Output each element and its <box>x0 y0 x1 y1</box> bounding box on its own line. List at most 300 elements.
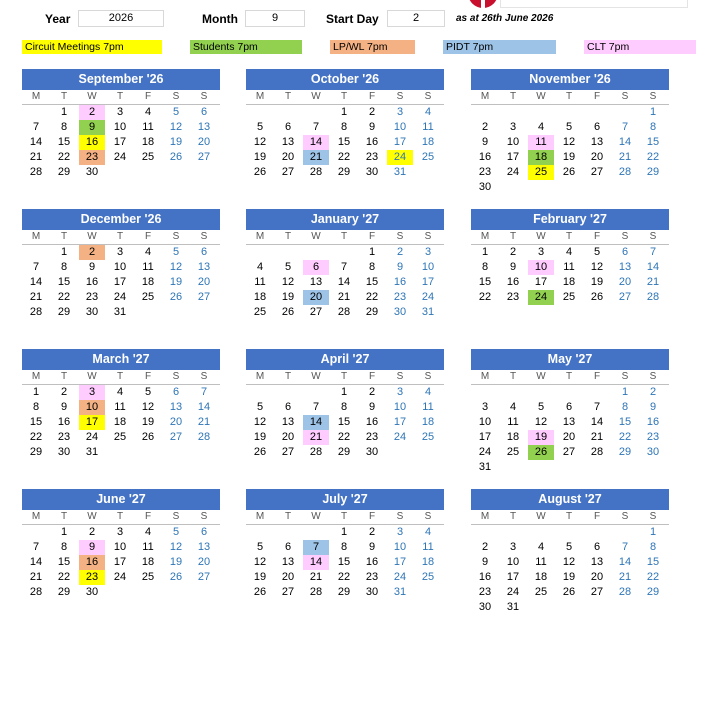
day-cell[interactable]: 14 <box>590 416 604 428</box>
day-cell[interactable]: 19 <box>253 571 267 583</box>
day-cell[interactable]: 1 <box>649 106 657 118</box>
day-cell[interactable]: 18 <box>253 291 267 303</box>
day-cell[interactable]: 9 <box>368 401 376 413</box>
day-cell[interactable]: 24 <box>421 291 435 303</box>
day-cell[interactable]: 7 <box>32 541 40 553</box>
day-cell[interactable]: 14 <box>646 261 660 273</box>
day-cell[interactable]: 15 <box>29 416 43 428</box>
day-cell[interactable]: 16 <box>365 556 379 568</box>
day-cell[interactable]: 30 <box>365 446 379 458</box>
day-cell[interactable]: 30 <box>478 601 492 613</box>
day-cell[interactable]: 8 <box>60 541 68 553</box>
day-cell[interactable]: 5 <box>172 246 180 258</box>
day-cell[interactable]: 7 <box>32 261 40 273</box>
day-cell[interactable]: 13 <box>309 276 323 288</box>
day-cell[interactable]: 28 <box>29 166 43 178</box>
day-cell[interactable]: 13 <box>197 121 211 133</box>
day-cell[interactable]: 29 <box>29 446 43 458</box>
day-cell[interactable]: 10 <box>113 261 127 273</box>
day-cell-highlighted[interactable]: 21 <box>303 430 329 445</box>
day-cell[interactable]: 26 <box>253 166 267 178</box>
day-cell-highlighted[interactable]: 6 <box>303 260 329 275</box>
day-cell[interactable]: 20 <box>590 571 604 583</box>
day-cell[interactable]: 15 <box>365 276 379 288</box>
day-cell[interactable]: 7 <box>340 261 348 273</box>
day-cell-highlighted[interactable]: 14 <box>303 415 329 430</box>
day-cell[interactable]: 4 <box>565 246 573 258</box>
day-cell-highlighted[interactable]: 17 <box>79 415 105 430</box>
day-cell[interactable]: 1 <box>340 106 348 118</box>
day-cell[interactable]: 25 <box>141 151 155 163</box>
day-cell[interactable]: 29 <box>337 446 351 458</box>
day-cell[interactable]: 15 <box>57 276 71 288</box>
day-cell[interactable]: 22 <box>29 431 43 443</box>
day-cell[interactable]: 11 <box>422 541 434 553</box>
day-cell[interactable]: 15 <box>478 276 492 288</box>
day-cell[interactable]: 31 <box>85 446 99 458</box>
day-cell[interactable]: 1 <box>340 526 348 538</box>
day-cell[interactable]: 28 <box>590 446 604 458</box>
day-cell[interactable]: 7 <box>649 246 657 258</box>
day-cell[interactable]: 1 <box>368 246 376 258</box>
day-cell[interactable]: 26 <box>281 306 295 318</box>
day-cell[interactable]: 18 <box>421 416 435 428</box>
day-cell[interactable]: 21 <box>29 571 43 583</box>
day-cell[interactable]: 17 <box>393 556 407 568</box>
day-cell[interactable]: 10 <box>478 416 492 428</box>
day-cell[interactable]: 22 <box>57 291 71 303</box>
day-cell[interactable]: 6 <box>284 541 292 553</box>
day-cell[interactable]: 21 <box>29 291 43 303</box>
day-cell-highlighted[interactable]: 16 <box>79 135 105 150</box>
day-cell[interactable]: 23 <box>365 571 379 583</box>
day-cell[interactable]: 20 <box>197 276 211 288</box>
day-cell[interactable]: 24 <box>113 151 127 163</box>
day-cell[interactable]: 25 <box>421 571 435 583</box>
day-cell[interactable]: 14 <box>29 136 43 148</box>
day-cell[interactable]: 21 <box>29 151 43 163</box>
day-cell[interactable]: 17 <box>506 151 520 163</box>
day-cell[interactable]: 31 <box>113 306 127 318</box>
day-cell[interactable]: 27 <box>197 151 211 163</box>
day-cell[interactable]: 16 <box>57 416 71 428</box>
day-cell[interactable]: 18 <box>421 136 435 148</box>
day-cell[interactable]: 28 <box>337 306 351 318</box>
day-cell[interactable]: 9 <box>88 261 96 273</box>
day-cell[interactable]: 8 <box>60 121 68 133</box>
day-cell[interactable]: 16 <box>478 571 492 583</box>
day-cell[interactable]: 9 <box>481 556 489 568</box>
day-cell[interactable]: 28 <box>309 586 323 598</box>
day-cell[interactable]: 18 <box>534 571 548 583</box>
day-cell[interactable]: 19 <box>281 291 295 303</box>
day-cell[interactable]: 4 <box>116 386 124 398</box>
day-cell[interactable]: 14 <box>197 401 211 413</box>
day-cell[interactable]: 16 <box>506 276 520 288</box>
day-cell[interactable]: 20 <box>197 556 211 568</box>
day-cell[interactable]: 20 <box>281 151 295 163</box>
day-cell[interactable]: 19 <box>590 276 604 288</box>
day-cell[interactable]: 19 <box>253 151 267 163</box>
day-cell[interactable]: 24 <box>113 571 127 583</box>
day-cell[interactable]: 25 <box>141 291 155 303</box>
day-cell[interactable]: 9 <box>60 401 68 413</box>
day-cell[interactable]: 6 <box>565 401 573 413</box>
day-cell-highlighted[interactable]: 14 <box>303 555 329 570</box>
day-cell[interactable]: 18 <box>113 416 127 428</box>
day-cell[interactable]: 29 <box>57 586 71 598</box>
day-cell[interactable]: 22 <box>337 151 351 163</box>
day-cell[interactable]: 6 <box>200 106 208 118</box>
day-cell[interactable]: 21 <box>590 431 604 443</box>
day-cell[interactable]: 4 <box>256 261 264 273</box>
day-cell[interactable]: 28 <box>618 166 632 178</box>
day-cell[interactable]: 6 <box>593 121 601 133</box>
day-cell[interactable]: 2 <box>649 386 657 398</box>
day-cell[interactable]: 12 <box>281 276 295 288</box>
day-cell[interactable]: 13 <box>590 136 604 148</box>
day-cell[interactable]: 26 <box>562 586 576 598</box>
day-cell[interactable]: 7 <box>312 121 320 133</box>
day-cell[interactable]: 16 <box>478 151 492 163</box>
month-field[interactable]: 9 <box>245 10 305 27</box>
day-cell[interactable]: 29 <box>337 586 351 598</box>
day-cell[interactable]: 3 <box>509 541 517 553</box>
day-cell[interactable]: 15 <box>337 556 351 568</box>
day-cell[interactable]: 8 <box>481 261 489 273</box>
day-cell[interactable]: 14 <box>337 276 351 288</box>
day-cell[interactable]: 8 <box>649 121 657 133</box>
day-cell-highlighted[interactable]: 7 <box>303 540 329 555</box>
day-cell[interactable]: 4 <box>424 106 432 118</box>
day-cell[interactable]: 15 <box>337 416 351 428</box>
day-cell[interactable]: 18 <box>141 136 155 148</box>
day-cell[interactable]: 25 <box>534 586 548 598</box>
day-cell[interactable]: 28 <box>646 291 660 303</box>
day-cell[interactable]: 31 <box>506 601 520 613</box>
day-cell-highlighted[interactable]: 23 <box>79 150 105 165</box>
day-cell[interactable]: 9 <box>649 401 657 413</box>
day-cell[interactable]: 4 <box>144 246 152 258</box>
day-cell[interactable]: 3 <box>396 106 404 118</box>
year-field[interactable]: 2026 <box>78 10 164 27</box>
day-cell[interactable]: 23 <box>57 431 71 443</box>
day-cell[interactable]: 18 <box>141 556 155 568</box>
day-cell[interactable]: 25 <box>253 306 267 318</box>
day-cell[interactable]: 9 <box>368 541 376 553</box>
day-cell[interactable]: 19 <box>562 571 576 583</box>
day-cell[interactable]: 15 <box>646 556 660 568</box>
day-cell[interactable]: 3 <box>116 106 124 118</box>
day-cell-highlighted[interactable]: 24 <box>528 290 554 305</box>
day-cell[interactable]: 2 <box>368 526 376 538</box>
day-cell[interactable]: 10 <box>506 136 520 148</box>
day-cell[interactable]: 1 <box>649 526 657 538</box>
day-cell[interactable]: 12 <box>562 556 576 568</box>
day-cell[interactable]: 6 <box>593 541 601 553</box>
day-cell[interactable]: 12 <box>169 261 183 273</box>
day-cell-highlighted[interactable]: 10 <box>79 400 105 415</box>
day-cell[interactable]: 18 <box>562 276 576 288</box>
day-cell[interactable]: 28 <box>309 446 323 458</box>
day-cell[interactable]: 28 <box>29 306 43 318</box>
day-cell[interactable]: 1 <box>60 246 68 258</box>
day-cell[interactable]: 30 <box>365 166 379 178</box>
day-cell[interactable]: 28 <box>197 431 211 443</box>
day-cell[interactable]: 11 <box>422 121 434 133</box>
day-cell[interactable]: 26 <box>590 291 604 303</box>
day-cell[interactable]: 26 <box>169 571 183 583</box>
day-cell[interactable]: 20 <box>281 571 295 583</box>
day-cell[interactable]: 8 <box>340 541 348 553</box>
day-cell[interactable]: 11 <box>422 401 434 413</box>
day-cell[interactable]: 27 <box>281 586 295 598</box>
day-cell[interactable]: 23 <box>646 431 660 443</box>
day-cell[interactable]: 16 <box>365 416 379 428</box>
day-cell[interactable]: 22 <box>646 151 660 163</box>
day-cell[interactable]: 3 <box>116 526 124 538</box>
day-cell[interactable]: 15 <box>618 416 632 428</box>
day-cell[interactable]: 29 <box>646 586 660 598</box>
day-cell[interactable]: 2 <box>368 106 376 118</box>
day-cell[interactable]: 17 <box>421 276 435 288</box>
day-cell[interactable]: 21 <box>618 571 632 583</box>
start-day-field[interactable]: 2 <box>387 10 445 27</box>
day-cell[interactable]: 5 <box>565 541 573 553</box>
day-cell[interactable]: 1 <box>340 386 348 398</box>
day-cell[interactable]: 17 <box>506 571 520 583</box>
day-cell[interactable]: 7 <box>312 401 320 413</box>
day-cell[interactable]: 19 <box>141 416 155 428</box>
day-cell[interactable]: 6 <box>284 401 292 413</box>
day-cell[interactable]: 17 <box>113 136 127 148</box>
day-cell[interactable]: 12 <box>141 401 155 413</box>
day-cell[interactable]: 10 <box>421 261 435 273</box>
day-cell[interactable]: 31 <box>421 306 435 318</box>
day-cell[interactable]: 10 <box>393 121 407 133</box>
day-cell[interactable]: 6 <box>172 386 180 398</box>
day-cell[interactable]: 14 <box>618 136 632 148</box>
day-cell[interactable]: 27 <box>281 446 295 458</box>
day-cell[interactable]: 24 <box>506 166 520 178</box>
day-cell-highlighted[interactable]: 9 <box>79 120 105 135</box>
day-cell[interactable]: 12 <box>562 136 576 148</box>
day-cell-highlighted[interactable]: 14 <box>303 135 329 150</box>
day-cell[interactable]: 17 <box>113 556 127 568</box>
day-cell[interactable]: 25 <box>506 446 520 458</box>
day-cell-highlighted[interactable]: 23 <box>79 570 105 585</box>
day-cell[interactable]: 25 <box>421 431 435 443</box>
day-cell[interactable]: 4 <box>537 541 545 553</box>
day-cell-highlighted[interactable]: 11 <box>528 135 554 150</box>
day-cell[interactable]: 7 <box>593 401 601 413</box>
day-cell[interactable]: 24 <box>478 446 492 458</box>
day-cell[interactable]: 26 <box>562 166 576 178</box>
day-cell[interactable]: 13 <box>197 541 211 553</box>
day-cell[interactable]: 4 <box>509 401 517 413</box>
day-cell[interactable]: 4 <box>144 106 152 118</box>
day-cell[interactable]: 15 <box>646 136 660 148</box>
day-cell[interactable]: 30 <box>478 181 492 193</box>
day-cell[interactable]: 10 <box>393 401 407 413</box>
day-cell[interactable]: 14 <box>29 276 43 288</box>
day-cell[interactable]: 30 <box>393 306 407 318</box>
day-cell[interactable]: 13 <box>281 416 295 428</box>
day-cell[interactable]: 26 <box>141 431 155 443</box>
day-cell-highlighted[interactable]: 25 <box>528 165 554 180</box>
day-cell[interactable]: 28 <box>618 586 632 598</box>
day-cell[interactable]: 22 <box>337 571 351 583</box>
day-cell[interactable]: 19 <box>253 431 267 443</box>
day-cell[interactable]: 12 <box>169 541 183 553</box>
day-cell[interactable]: 5 <box>256 401 264 413</box>
day-cell[interactable]: 1 <box>60 106 68 118</box>
day-cell[interactable]: 25 <box>421 151 435 163</box>
day-cell[interactable]: 6 <box>621 246 629 258</box>
day-cell[interactable]: 17 <box>534 276 548 288</box>
day-cell-highlighted[interactable]: 2 <box>79 105 105 120</box>
day-cell[interactable]: 11 <box>114 401 126 413</box>
day-cell[interactable]: 24 <box>506 586 520 598</box>
day-cell[interactable]: 31 <box>478 461 492 473</box>
day-cell[interactable]: 30 <box>85 306 99 318</box>
day-cell[interactable]: 30 <box>646 446 660 458</box>
day-cell[interactable]: 5 <box>144 386 152 398</box>
day-cell[interactable]: 24 <box>393 571 407 583</box>
day-cell[interactable]: 2 <box>396 246 404 258</box>
day-cell-highlighted[interactable]: 26 <box>528 445 554 460</box>
day-cell[interactable]: 27 <box>197 291 211 303</box>
day-cell[interactable]: 11 <box>142 261 154 273</box>
day-cell[interactable]: 9 <box>396 261 404 273</box>
day-cell[interactable]: 27 <box>562 446 576 458</box>
day-cell[interactable]: 7 <box>200 386 208 398</box>
day-cell[interactable]: 22 <box>57 151 71 163</box>
day-cell[interactable]: 27 <box>281 166 295 178</box>
day-cell[interactable]: 19 <box>169 556 183 568</box>
day-cell[interactable]: 26 <box>253 586 267 598</box>
day-cell[interactable]: 16 <box>646 416 660 428</box>
day-cell[interactable]: 4 <box>424 386 432 398</box>
day-cell[interactable]: 29 <box>646 166 660 178</box>
day-cell-highlighted[interactable]: 16 <box>79 555 105 570</box>
day-cell[interactable]: 21 <box>618 151 632 163</box>
day-cell[interactable]: 10 <box>506 556 520 568</box>
day-cell[interactable]: 5 <box>284 261 292 273</box>
day-cell[interactable]: 24 <box>85 431 99 443</box>
day-cell[interactable]: 16 <box>365 136 379 148</box>
day-cell[interactable]: 12 <box>534 416 548 428</box>
day-cell[interactable]: 24 <box>393 431 407 443</box>
day-cell[interactable]: 29 <box>57 306 71 318</box>
day-cell[interactable]: 8 <box>32 401 40 413</box>
day-cell[interactable]: 26 <box>169 151 183 163</box>
day-cell[interactable]: 31 <box>393 586 407 598</box>
day-cell-highlighted[interactable]: 19 <box>528 430 554 445</box>
day-cell[interactable]: 8 <box>340 121 348 133</box>
day-cell[interactable]: 1 <box>32 386 40 398</box>
day-cell[interactable]: 10 <box>113 541 127 553</box>
day-cell[interactable]: 23 <box>393 291 407 303</box>
day-cell-highlighted[interactable]: 3 <box>79 385 105 400</box>
day-cell[interactable]: 29 <box>365 306 379 318</box>
day-cell[interactable]: 20 <box>281 431 295 443</box>
day-cell[interactable]: 3 <box>509 121 517 133</box>
day-cell[interactable]: 22 <box>478 291 492 303</box>
day-cell[interactable]: 23 <box>365 151 379 163</box>
day-cell[interactable]: 16 <box>85 276 99 288</box>
day-cell[interactable]: 15 <box>57 556 71 568</box>
day-cell[interactable]: 5 <box>593 246 601 258</box>
day-cell[interactable]: 1 <box>621 386 629 398</box>
day-cell[interactable]: 12 <box>253 136 267 148</box>
day-cell[interactable]: 4 <box>537 121 545 133</box>
day-cell[interactable]: 8 <box>340 401 348 413</box>
day-cell[interactable]: 12 <box>590 261 604 273</box>
day-cell[interactable]: 6 <box>200 526 208 538</box>
day-cell[interactable]: 25 <box>113 431 127 443</box>
day-cell[interactable]: 9 <box>368 121 376 133</box>
day-cell[interactable]: 21 <box>309 571 323 583</box>
day-cell[interactable]: 16 <box>393 276 407 288</box>
day-cell[interactable]: 1 <box>60 526 68 538</box>
day-cell-highlighted[interactable]: 21 <box>303 150 329 165</box>
day-cell[interactable]: 6 <box>200 246 208 258</box>
day-cell[interactable]: 5 <box>256 121 264 133</box>
day-cell[interactable]: 2 <box>60 386 68 398</box>
day-cell[interactable]: 13 <box>618 261 632 273</box>
day-cell[interactable]: 19 <box>562 151 576 163</box>
day-cell[interactable]: 27 <box>618 291 632 303</box>
day-cell[interactable]: 22 <box>646 571 660 583</box>
day-cell[interactable]: 2 <box>509 246 517 258</box>
day-cell[interactable]: 27 <box>590 586 604 598</box>
day-cell-highlighted[interactable]: 20 <box>303 290 329 305</box>
day-cell[interactable]: 30 <box>85 586 99 598</box>
day-cell[interactable]: 17 <box>478 431 492 443</box>
day-cell[interactable]: 7 <box>621 121 629 133</box>
day-cell[interactable]: 13 <box>169 401 183 413</box>
day-cell[interactable]: 11 <box>507 416 519 428</box>
day-cell[interactable]: 5 <box>565 121 573 133</box>
day-cell[interactable]: 6 <box>284 121 292 133</box>
day-cell[interactable]: 5 <box>537 401 545 413</box>
day-cell[interactable]: 21 <box>646 276 660 288</box>
day-cell[interactable]: 13 <box>590 556 604 568</box>
day-cell[interactable]: 8 <box>621 401 629 413</box>
day-cell[interactable]: 3 <box>481 401 489 413</box>
day-cell[interactable]: 18 <box>506 431 520 443</box>
day-cell[interactable]: 5 <box>172 106 180 118</box>
day-cell[interactable]: 2 <box>481 541 489 553</box>
day-cell[interactable]: 20 <box>562 431 576 443</box>
day-cell[interactable]: 19 <box>169 136 183 148</box>
day-cell[interactable]: 20 <box>197 136 211 148</box>
day-cell[interactable]: 10 <box>393 541 407 553</box>
day-cell[interactable]: 8 <box>60 261 68 273</box>
day-cell[interactable]: 27 <box>169 431 183 443</box>
day-cell[interactable]: 30 <box>365 586 379 598</box>
day-cell[interactable]: 8 <box>649 541 657 553</box>
day-cell[interactable]: 13 <box>281 136 295 148</box>
day-cell[interactable]: 25 <box>141 571 155 583</box>
day-cell[interactable]: 23 <box>506 291 520 303</box>
day-cell[interactable]: 21 <box>197 416 211 428</box>
day-cell-highlighted[interactable]: 24 <box>387 150 413 165</box>
day-cell[interactable]: 11 <box>254 276 266 288</box>
day-cell[interactable]: 17 <box>113 276 127 288</box>
day-cell[interactable]: 30 <box>57 446 71 458</box>
